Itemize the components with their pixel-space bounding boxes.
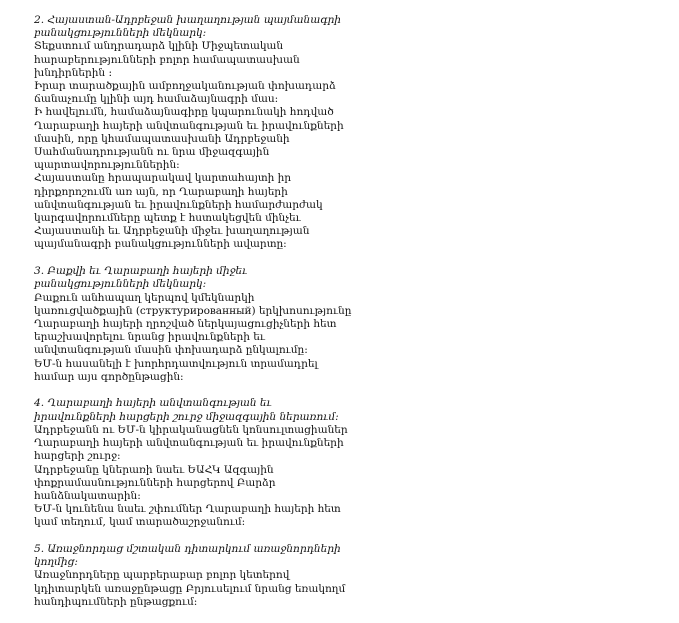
heading-line: 2. Հայաստան-Ադրբեջան խաղաղության պայմանագրի xyxy=(34,14,341,26)
body-line: Հայաստանի եւ Ադրբեջանի միջեւ խաղաղության xyxy=(34,225,310,238)
body-line: Ղարաբաղի հայերի ղրոշված ներկայացուցիչների հետ xyxy=(34,317,337,330)
body-line: փոքրամասնությունների հարցերով Բարձր xyxy=(34,476,276,489)
body-line: Ղարաբաղի հայերի անվտանգության եւ իրավունքների xyxy=(34,119,344,132)
body-line: կամ տեղում, կամ տարածաշրջանում: xyxy=(34,516,246,529)
section-heading xyxy=(34,543,364,569)
body-line: խնդիրներին ։ xyxy=(34,66,112,79)
section-body xyxy=(34,569,364,609)
body-line: հանդիպումների ընթացքում: xyxy=(34,595,198,608)
section-body xyxy=(34,424,364,530)
body-line: անվտանգության եւ իրավունքների համարժարժակ xyxy=(34,198,323,211)
section-body xyxy=(34,292,364,384)
section-5 xyxy=(34,543,364,609)
body-line: պայմանագրի բանակցությունների ավարտը: xyxy=(34,238,287,251)
body-line: Ադրբեջանն ու ԵՄ-ն կիրականացնեն կոնսուլտացիաներ xyxy=(34,423,348,436)
body-line: Տեքստում անդրադարձ կլինի Միջպետական xyxy=(34,40,284,53)
section-3 xyxy=(34,265,364,384)
heading-line: իրավունքների հարցերի շուրջ միջազգային ներառում: xyxy=(34,410,339,423)
section-heading xyxy=(34,265,364,291)
body-line: ճանաչումը կլինի այդ համաձայնագրի մաս: xyxy=(34,93,279,106)
body-line: Ի հավելումն, համաձայնագիրը կպարունակի հոդված xyxy=(34,106,334,119)
body-line: անվտանգության մասին փոխադարձ ընկալումը: xyxy=(34,344,308,357)
body-line: մասին, որը կհամապատասխանի Ադրբեջանի xyxy=(34,132,290,145)
body-line: ԵՄ-ն կունենա նաեւ շփումներ Ղարաբաղի հայերի հետ xyxy=(34,503,341,516)
heading-line: 3. Բաքվի եւ Ղարաբաղի հայերի միջեւ xyxy=(34,265,248,278)
body-line: Առաջնորդները պարբերաբար բոլոր կետերով xyxy=(34,569,290,582)
body-line: երաշխավորելու նրանց իրավունքների եւ xyxy=(34,331,265,344)
body-line: հարաբերությունների բոլոր համապատասխան xyxy=(34,53,300,66)
section-heading xyxy=(34,397,364,423)
section-4 xyxy=(34,397,364,529)
body-line: պարտավորություններին: xyxy=(34,159,180,172)
heading-line: բանակցությունների մեկնարկ: xyxy=(34,27,207,40)
body-line: կարգավորումները պետք է հստակեցվեն մինչեւ xyxy=(34,212,301,225)
section-heading xyxy=(34,14,364,40)
body-line: Ղարաբաղի հայերի անվտանգության եւ իրավունքների xyxy=(34,437,344,450)
body-line: կառուցվածքային (структурированный) երկխոսությունը xyxy=(34,304,352,317)
body-line: դիրքորոշումն առ այն, որ Ղարաբաղի հայերի xyxy=(34,185,288,198)
heading-line: բանակցությունների մեկնարկ: xyxy=(34,278,207,291)
body-line: համար այս գործընթացին: xyxy=(34,370,184,383)
body-line: ԵՄ-ն հասանելի է խորհրդատվություն տրամադրել xyxy=(34,357,318,370)
section-2 xyxy=(34,14,364,252)
body-line: հարցերի շուրջ: xyxy=(34,450,121,463)
body-line: Իրար տարածքային ամբողջականության փոխադարձ xyxy=(34,80,336,93)
heading-line: կողմից: xyxy=(34,556,78,569)
body-line: Սահմանադրությանն ու նրա միջազգային xyxy=(34,146,270,159)
heading-line: 4. Ղարաբաղի հայերի անվտանգության եւ xyxy=(34,397,272,410)
heading-line: 5. Առաջնորդաց մշտական դիտարկում առաջնորդների xyxy=(34,543,341,556)
section-body xyxy=(34,40,364,251)
body-line: հանձնակատարին: xyxy=(34,489,141,502)
body-line: կդիտարկեն առաջընթացը Բրյուսելում նրանց եռակողմ xyxy=(34,582,346,595)
body-line: Ադրբեջանը կներառի նաեւ ԵԱՀԿ Ազգային xyxy=(34,463,274,476)
document-page xyxy=(34,14,364,623)
body-line: Հայաստանը հրապարակավ կարտահայտի իր xyxy=(34,172,292,185)
body-line: Բաքուն անհապաղ կերպով կմեկնարկի xyxy=(34,291,255,304)
